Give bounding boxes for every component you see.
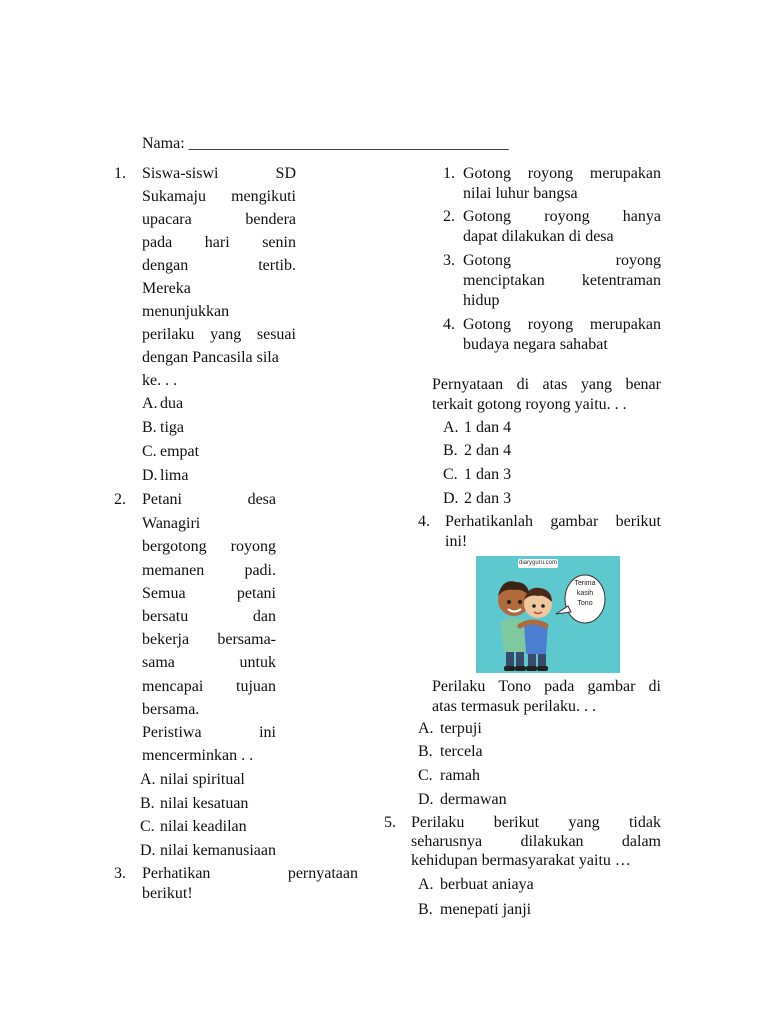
q2-stem-line	[142, 723, 276, 743]
option-text: nilai keadilan	[160, 818, 247, 835]
word: Perilaku	[411, 814, 465, 831]
word: yang	[580, 376, 612, 393]
word: dalam	[621, 833, 661, 850]
option-text: ramah	[440, 767, 480, 784]
option-letter: C.	[142, 443, 157, 460]
statement-line	[463, 251, 661, 271]
word: menciptakan	[463, 272, 545, 289]
boys-drawing	[476, 556, 620, 673]
option-text: 1 dan 4	[464, 419, 512, 436]
option-letter: B.	[142, 419, 157, 436]
word: memanen	[142, 562, 205, 579]
word: merupakan	[589, 316, 661, 333]
word: untuk	[239, 654, 276, 671]
word: royong	[544, 208, 590, 225]
q1-number: 1.	[114, 165, 126, 182]
word: SD	[275, 165, 296, 182]
option-letter: B.	[443, 442, 458, 459]
word: budaya negara sahabat	[463, 336, 608, 353]
word: menunjukkan	[142, 303, 230, 320]
option-text: dermawan	[440, 791, 507, 808]
word: terkait gotong royong yaitu. . .	[432, 396, 627, 413]
option-letter: A.	[443, 419, 459, 436]
option-text: lima	[160, 467, 189, 484]
word: royong	[615, 252, 661, 269]
word: Perilaku	[432, 678, 486, 695]
q1-stem-line	[142, 210, 296, 230]
word: royong	[230, 538, 276, 555]
word: Gotong	[463, 316, 511, 333]
word: dan	[252, 608, 276, 625]
word: Siswa-siswi	[142, 165, 219, 182]
word: Perhatikanlah	[445, 513, 533, 530]
option-text: nilai spiritual	[160, 771, 245, 788]
word: Petani	[142, 491, 182, 508]
word: mengikuti	[231, 188, 296, 205]
word: royong	[527, 316, 574, 333]
word: desa	[247, 491, 276, 508]
word: petani	[236, 585, 276, 602]
word: nilai luhur bangsa	[463, 185, 578, 202]
word: berikut	[615, 513, 661, 530]
word: tidak	[628, 814, 661, 831]
word: bersama.	[142, 701, 200, 718]
word: ini!	[445, 533, 468, 550]
statement-line	[463, 207, 661, 227]
word: di	[516, 376, 530, 393]
word: kehidupan bermasyarakat yaitu …	[411, 852, 631, 869]
option-letter: B.	[418, 901, 433, 918]
two-boys-illustration	[476, 556, 620, 673]
word: dilakukan	[520, 833, 584, 850]
word: gambar	[587, 678, 636, 695]
word: sesuai	[256, 326, 296, 343]
option-letter: D.	[443, 490, 459, 507]
word: Pernyataan	[432, 376, 504, 393]
word: tujuan	[236, 678, 276, 695]
bubble-line: kasih	[576, 590, 594, 597]
word: Wanagiri	[142, 515, 201, 532]
option-letter: D.	[418, 791, 434, 808]
q2-stem-line	[142, 677, 276, 697]
q2-stem-line	[142, 653, 276, 673]
word: atas	[542, 376, 568, 393]
q2-stem-line	[142, 561, 276, 581]
word: sama	[142, 654, 175, 671]
statement-number: 4.	[443, 316, 455, 333]
word: ketentraman	[581, 272, 661, 289]
q2-number: 2.	[114, 491, 126, 508]
statement-line	[463, 271, 661, 291]
q1-stem-line	[142, 233, 296, 253]
word: berikut!	[142, 885, 193, 902]
q4-number: 4.	[418, 513, 430, 530]
q2-stem-line	[142, 490, 276, 510]
word: berikut	[493, 814, 540, 831]
site-label: diaryguru.com	[518, 560, 557, 566]
option-text: menepati janji	[440, 901, 532, 918]
word: benar	[625, 376, 661, 393]
word: Sukamaju	[142, 188, 206, 205]
q5-stem-line	[411, 813, 661, 833]
option-text: dua	[160, 395, 184, 412]
option-letter: C.	[443, 466, 458, 483]
q2-stem-line	[142, 584, 276, 604]
q5-stem-line	[411, 832, 661, 852]
word: seharusnya	[411, 833, 483, 850]
word: dengan	[142, 257, 189, 274]
q2-stem-line	[142, 537, 276, 557]
word: Gotong	[463, 252, 511, 269]
word: Semua	[142, 585, 186, 602]
bubble-line: Tono	[577, 600, 593, 607]
q5-number: 5.	[384, 814, 396, 831]
option-letter: D.	[142, 467, 158, 484]
word: hidup	[463, 292, 500, 309]
q4-question-line	[432, 677, 661, 697]
word: di	[648, 678, 661, 695]
bubble-line: Terima	[574, 580, 596, 587]
word: Tono	[498, 678, 532, 695]
q3-question-line	[432, 375, 661, 395]
option-text: tiga	[160, 419, 184, 436]
q1-stem-line	[142, 164, 296, 184]
option-text: nilai kemanusiaan	[160, 842, 276, 859]
option-text: empat	[160, 443, 200, 460]
option-text: terpuji	[440, 720, 482, 737]
word: mencapai	[142, 678, 204, 695]
speech-bubble-text	[567, 579, 603, 609]
word: hari	[204, 234, 230, 251]
word: Peristiwa	[142, 724, 202, 741]
word: merupakan	[589, 165, 661, 182]
word: tertib.	[258, 257, 296, 274]
q1-stem-line	[142, 325, 296, 345]
option-letter: D.	[140, 842, 156, 859]
statement-number: 1.	[443, 165, 455, 182]
word: Perhatikan	[142, 865, 211, 882]
statement-number: 3.	[443, 252, 455, 269]
word: ini	[259, 724, 276, 741]
q3-number: 3.	[114, 865, 126, 882]
option-letter: C.	[418, 767, 433, 784]
option-text: 2 dan 4	[464, 442, 512, 459]
word: atas termasuk perilaku. . .	[432, 698, 596, 715]
word: royong	[527, 165, 574, 182]
word: mencerminkan . .	[142, 747, 254, 764]
option-letter: A.	[140, 771, 156, 788]
word: pada	[544, 678, 575, 695]
word: bergotong	[142, 538, 207, 555]
option-text: tercela	[440, 743, 483, 760]
word: dengan Pancasila sila	[142, 349, 279, 366]
option-text: nilai kesatuan	[160, 795, 249, 812]
option-text: 1 dan 3	[464, 466, 512, 483]
q2-stem-line	[142, 630, 276, 650]
option-letter: A.	[142, 395, 158, 412]
word: Gotong	[463, 165, 511, 182]
word: bersatu	[142, 608, 189, 625]
option-letter: A.	[418, 876, 434, 893]
q1-stem-line	[142, 187, 296, 207]
q3-stem-line	[142, 864, 358, 884]
q4-stem-line	[445, 512, 661, 532]
option-letter: B.	[140, 795, 155, 812]
option-letter: A.	[418, 720, 434, 737]
statement-line	[463, 315, 661, 335]
word: ke. . .	[142, 372, 178, 389]
word: Mereka	[142, 280, 191, 297]
word: padi.	[244, 562, 276, 579]
option-text: berbuat aniaya	[440, 876, 534, 893]
word: upacara	[142, 211, 192, 228]
word: bekerja	[142, 631, 190, 648]
word: hanya	[622, 208, 661, 225]
statement-number: 2.	[443, 208, 455, 225]
word: pada	[142, 234, 173, 251]
word: bendera	[245, 211, 296, 228]
word: pernyataan	[287, 865, 358, 882]
word: Gotong	[463, 208, 511, 225]
option-letter: C.	[140, 818, 155, 835]
word: perilaku	[142, 326, 195, 343]
word: yang	[568, 814, 600, 831]
name-field-label: Nama: ________________________________________	[142, 135, 509, 152]
word: senin	[262, 234, 296, 251]
word: gambar	[550, 513, 599, 530]
word: bersama-	[217, 631, 276, 648]
option-letter: B.	[418, 743, 433, 760]
word: dapat dilakukan di desa	[463, 228, 614, 245]
word: yang	[210, 326, 242, 343]
option-text: 2 dan 3	[464, 490, 512, 507]
statement-line	[463, 164, 661, 184]
q1-stem-line	[142, 256, 296, 276]
q2-stem-line	[142, 607, 276, 627]
